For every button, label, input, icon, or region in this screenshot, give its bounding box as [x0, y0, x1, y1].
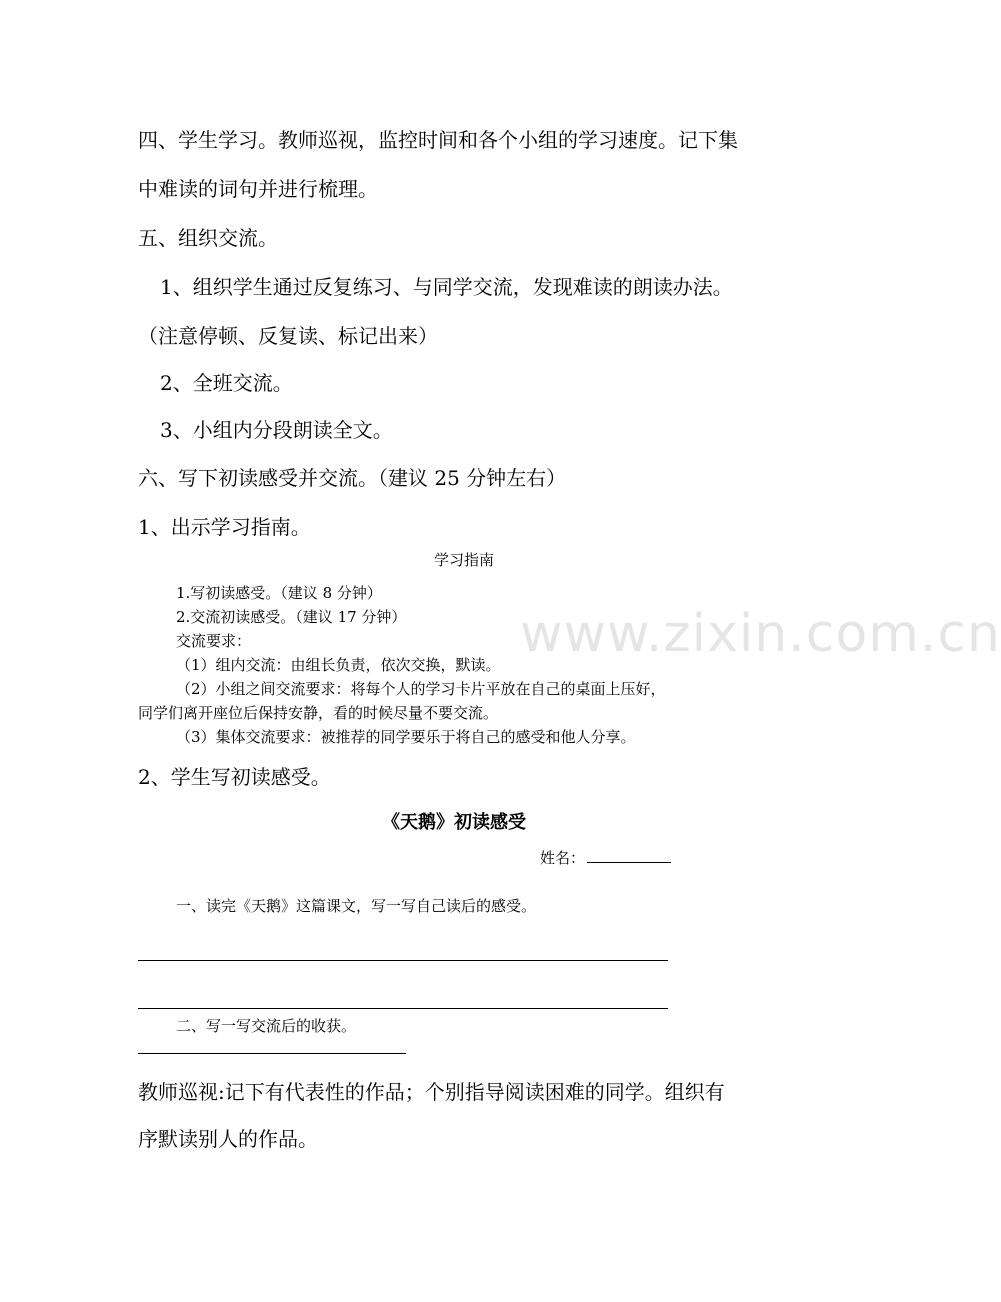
guide-title: 学习指南	[434, 551, 495, 569]
guide-line3: 交流要求：	[176, 632, 252, 650]
section5-item1-line1: 1、组织学生通过反复练习、与同学交流，发现难读的朗读办法。	[160, 275, 733, 299]
worksheet-question2: 二、写一写交流后的收获。	[176, 1017, 357, 1035]
name-blank-line	[587, 848, 671, 863]
section6-step1: 1、出示学习指南。	[138, 515, 311, 539]
guide-line5b: 同学们离开座位后保持安静，看的时候尽量不要交流。	[138, 704, 499, 722]
section5-item1-line2: （注意停顿、反复读、标记出来）	[138, 324, 438, 348]
answer-line-1	[138, 960, 668, 961]
section5-item2: 2、全班交流。	[160, 371, 293, 395]
answer-line-3	[138, 1053, 406, 1054]
worksheet-title: 《天鹅》初读感受	[382, 812, 526, 833]
guide-line2: 2.交流初读感受。（建议 17 分钟）	[176, 608, 407, 626]
name-label: 姓名：	[540, 849, 586, 867]
answer-line-2	[138, 1008, 668, 1009]
section6-heading: 六、写下初读感受并交流。（建议 25 分钟左右）	[138, 466, 567, 490]
guide-line1: 1.写初读感受。（建议 8 分钟）	[176, 584, 382, 602]
watermark: www.zixin.com.cn	[520, 604, 1001, 664]
closing-line2: 序默读别人的作品。	[138, 1127, 318, 1151]
section4-line2: 中难读的词句并进行梳理。	[138, 177, 378, 201]
guide-line5a: （2）小组之间交流要求：将每个人的学习卡片平放在自己的桌面上压好，	[176, 680, 666, 698]
worksheet-question1: 一、读完《天鹅》这篇课文，写一写自己读后的感受。	[176, 897, 537, 915]
guide-line6: （3）集体交流要求：被推荐的同学要乐于将自己的感受和他人分享。	[176, 728, 636, 746]
closing-line1: 教师巡视:记下有代表性的作品；个别指导阅读困难的同学。组织有	[138, 1080, 725, 1104]
section5-heading: 五、组织交流。	[138, 226, 278, 250]
step2: 2、学生写初读感受。	[138, 765, 331, 789]
section5-item3: 3、小组内分段朗读全文。	[160, 418, 393, 442]
section4-line1: 四、学生学习。教师巡视，监控时间和各个小组的学习速度。记下集	[138, 128, 738, 152]
guide-line4: （1）组内交流：由组长负责，依次交换，默读。	[176, 656, 501, 674]
name-field	[540, 847, 671, 868]
